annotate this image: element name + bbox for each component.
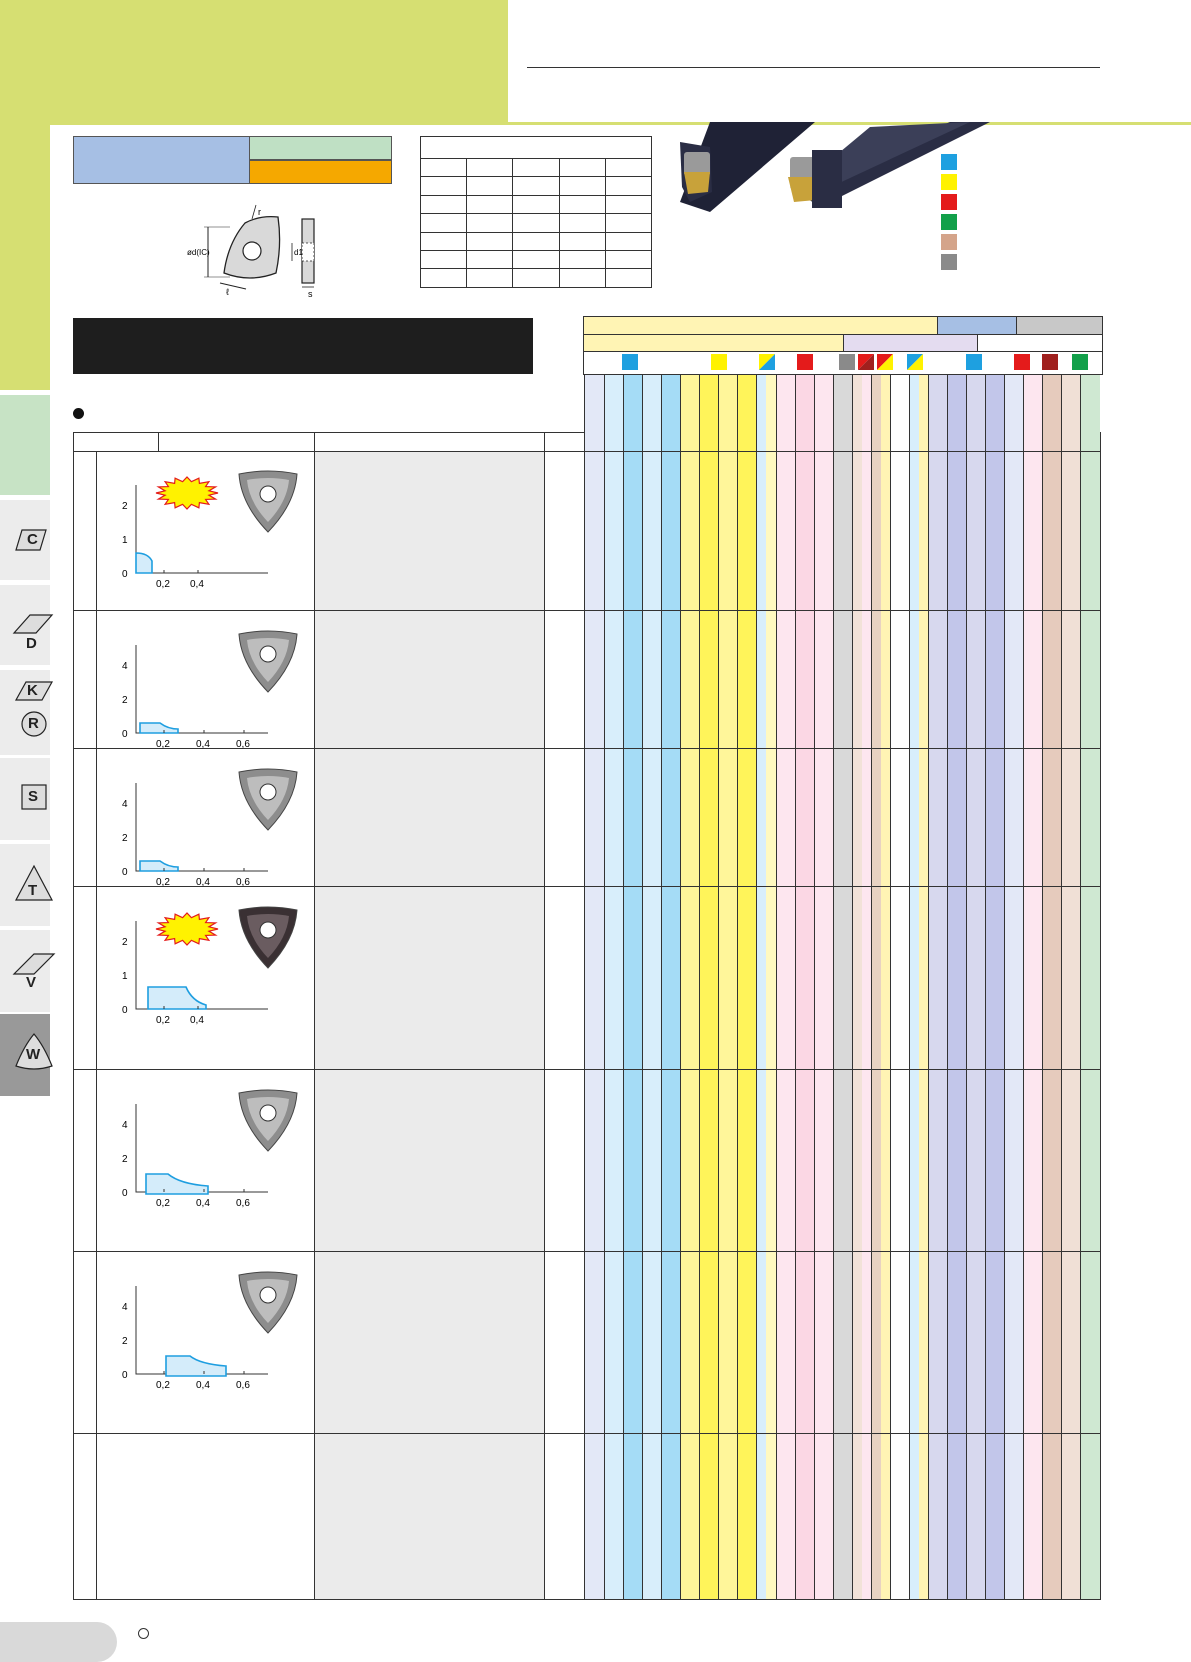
grade-col-10 xyxy=(756,375,766,1599)
rhombus-d-icon xyxy=(12,613,54,635)
iso-p2-icon xyxy=(966,354,982,370)
grade-col-9 xyxy=(737,375,756,1599)
grade-col-18 xyxy=(871,375,881,1599)
chart-x-tick: 0,4 xyxy=(190,1015,204,1026)
chart-x-tick: 0,4 xyxy=(196,877,210,888)
insert-photo xyxy=(233,1087,303,1153)
chart-x-tick: 0,2 xyxy=(156,1015,170,1026)
footer-circle-mark xyxy=(138,1628,149,1639)
spec-box-orange xyxy=(249,160,392,184)
chart-y-tick: 4 xyxy=(122,1302,128,1313)
grade-col-1 xyxy=(584,375,604,1599)
rhombus-v-icon xyxy=(12,952,56,976)
header-green-strip xyxy=(0,122,50,390)
tab-letter-s: S xyxy=(28,788,39,805)
grade-header-lilac xyxy=(843,334,978,352)
legend-swatch-blue xyxy=(941,154,957,170)
cutting-range-area xyxy=(148,987,206,1009)
chart-y-tick: 2 xyxy=(122,937,128,948)
chart-x-tick: 0,2 xyxy=(156,877,170,888)
iso-kh2-icon xyxy=(1042,354,1058,370)
grade-col-16 xyxy=(852,375,862,1599)
page-number-tab xyxy=(0,1622,117,1662)
chart-x-tick: 0,4 xyxy=(196,1380,210,1391)
chart-x-tick: 0,4 xyxy=(196,739,210,750)
grade-col-30 xyxy=(1061,375,1080,1599)
label-dic: ød(IC) xyxy=(187,248,210,257)
chart-x-tick: 0,2 xyxy=(156,1380,170,1391)
cutting-range-area xyxy=(136,553,152,573)
tab-letter-d: D xyxy=(26,635,37,652)
grade-col-2 xyxy=(604,375,623,1599)
iso-n-icon xyxy=(1072,354,1088,370)
grade-col-3 xyxy=(623,375,642,1599)
grade-col-19 xyxy=(881,375,890,1599)
material-header-grey xyxy=(1016,316,1103,335)
grade-col-24 xyxy=(947,375,966,1599)
header-title-underline xyxy=(527,67,1100,68)
grade-col-15 xyxy=(833,375,852,1599)
iso-km-icon xyxy=(877,354,893,370)
new-star-badge xyxy=(155,912,219,946)
iso-p-icon xyxy=(622,354,638,370)
grade-col-6 xyxy=(680,375,699,1599)
insert-photo xyxy=(233,766,303,832)
tab-letter-t: T xyxy=(28,882,38,899)
chart-x-tick: 0,2 xyxy=(156,579,170,590)
grade-col-7 xyxy=(699,375,718,1599)
description-column-bg xyxy=(314,451,544,1599)
side-tab-kr[interactable] xyxy=(0,670,50,757)
side-tab-v[interactable] xyxy=(0,930,50,1014)
chart-y-tick: 2 xyxy=(122,833,128,844)
grade-col-31 xyxy=(1080,375,1100,1599)
grade-col-8 xyxy=(718,375,737,1599)
grade-col-23 xyxy=(928,375,947,1599)
cutting-range-area xyxy=(140,723,178,733)
grade-header-yellow xyxy=(583,334,844,352)
insert-photo xyxy=(233,1269,303,1335)
label-r: r xyxy=(258,207,261,217)
chart-y-tick: 0 xyxy=(122,1005,128,1016)
insert-photo xyxy=(233,628,303,694)
chart-y-tick: 0 xyxy=(122,729,128,740)
chart-y-tick: 2 xyxy=(122,501,128,512)
chart-y-tick: 1 xyxy=(122,535,128,546)
side-tab-d[interactable] xyxy=(0,585,50,667)
material-header-blue xyxy=(937,316,1017,335)
grade-col-4 xyxy=(642,375,661,1599)
new-star-badge xyxy=(155,476,219,510)
tab-letter-v: V xyxy=(26,974,37,991)
chart-x-tick: 0,6 xyxy=(236,739,250,750)
chart-y-tick: 0 xyxy=(122,1370,128,1381)
grade-col-29 xyxy=(1042,375,1061,1599)
side-tab-s[interactable] xyxy=(0,758,50,842)
grade-col-14 xyxy=(814,375,833,1599)
chart-y-tick: 4 xyxy=(122,1120,128,1131)
grade-col-26 xyxy=(985,375,1004,1599)
cutting-range-area xyxy=(146,1174,208,1194)
side-tab-c[interactable] xyxy=(0,500,50,582)
chart-x-tick: 0,6 xyxy=(236,1198,250,1209)
chart-y-tick: 1 xyxy=(122,971,128,982)
chart-x-tick: 0,6 xyxy=(236,1380,250,1391)
insert-dimension-drawing xyxy=(187,205,340,299)
grade-col-21 xyxy=(909,375,919,1599)
legend-swatch-yellow xyxy=(941,174,957,190)
grade-col-20 xyxy=(890,375,909,1599)
grade-col-25 xyxy=(966,375,985,1599)
spec-box-green xyxy=(249,136,392,160)
label-d1: d1 xyxy=(294,248,303,257)
section-bullet xyxy=(73,408,84,419)
header-green-band xyxy=(0,0,508,122)
iso-mp-icon xyxy=(907,354,923,370)
chart-y-tick: 0 xyxy=(122,867,128,878)
tab-letter-c: C xyxy=(27,531,38,548)
chart-y-tick: 2 xyxy=(122,1336,128,1347)
cutting-range-area xyxy=(140,861,178,871)
grade-col-12 xyxy=(776,375,795,1599)
iso-kh-icon xyxy=(858,354,874,370)
grade-col-22 xyxy=(919,375,928,1599)
grade-col-11 xyxy=(766,375,776,1599)
side-tab-t[interactable] xyxy=(0,844,50,928)
iso-k2-icon xyxy=(1014,354,1030,370)
chart-x-tick: 0,4 xyxy=(196,1198,210,1209)
iso-pm-icon xyxy=(759,354,775,370)
chart-x-tick: 0,2 xyxy=(156,739,170,750)
grade-col-28 xyxy=(1023,375,1042,1599)
grade-col-27 xyxy=(1004,375,1023,1599)
tab-letter-k: K xyxy=(27,682,38,699)
chart-y-tick: 0 xyxy=(122,1188,128,1199)
insert-photo xyxy=(233,468,303,534)
iso-k-icon xyxy=(797,354,813,370)
grade-col-13 xyxy=(795,375,814,1599)
grade-header-white xyxy=(977,334,1103,352)
label-l: ℓ xyxy=(226,287,229,297)
spec-box-blue xyxy=(73,136,250,184)
iso-h-icon xyxy=(839,354,855,370)
tab-letter-w: W xyxy=(26,1046,41,1063)
material-header-yellow xyxy=(583,316,938,335)
grade-col-17 xyxy=(862,375,871,1599)
chart-y-tick: 0 xyxy=(122,569,128,580)
tab-letter-r: R xyxy=(28,715,39,732)
chart-y-tick: 2 xyxy=(122,1154,128,1165)
legend-swatch-red xyxy=(941,194,957,210)
chart-y-tick: 2 xyxy=(122,695,128,706)
legend-swatch-green xyxy=(941,214,957,230)
iso-m-icon xyxy=(711,354,727,370)
label-s: s xyxy=(308,289,313,299)
header-rule-left xyxy=(50,122,508,125)
dimension-table xyxy=(420,136,652,288)
grade-col-5 xyxy=(661,375,680,1599)
chart-x-tick: 0,2 xyxy=(156,1198,170,1209)
chart-x-tick: 0,4 xyxy=(190,579,204,590)
insert-photo xyxy=(233,904,303,970)
legend-swatch-grey xyxy=(941,254,957,270)
legend-swatch-tan xyxy=(941,234,957,250)
side-tab-w[interactable] xyxy=(0,1014,50,1098)
chart-y-tick: 4 xyxy=(122,661,128,672)
side-tab-green xyxy=(0,395,50,495)
section-title-bar xyxy=(73,318,533,374)
chart-x-tick: 0,6 xyxy=(236,877,250,888)
chart-y-tick: 4 xyxy=(122,799,128,810)
cutting-range-area xyxy=(166,1356,226,1376)
